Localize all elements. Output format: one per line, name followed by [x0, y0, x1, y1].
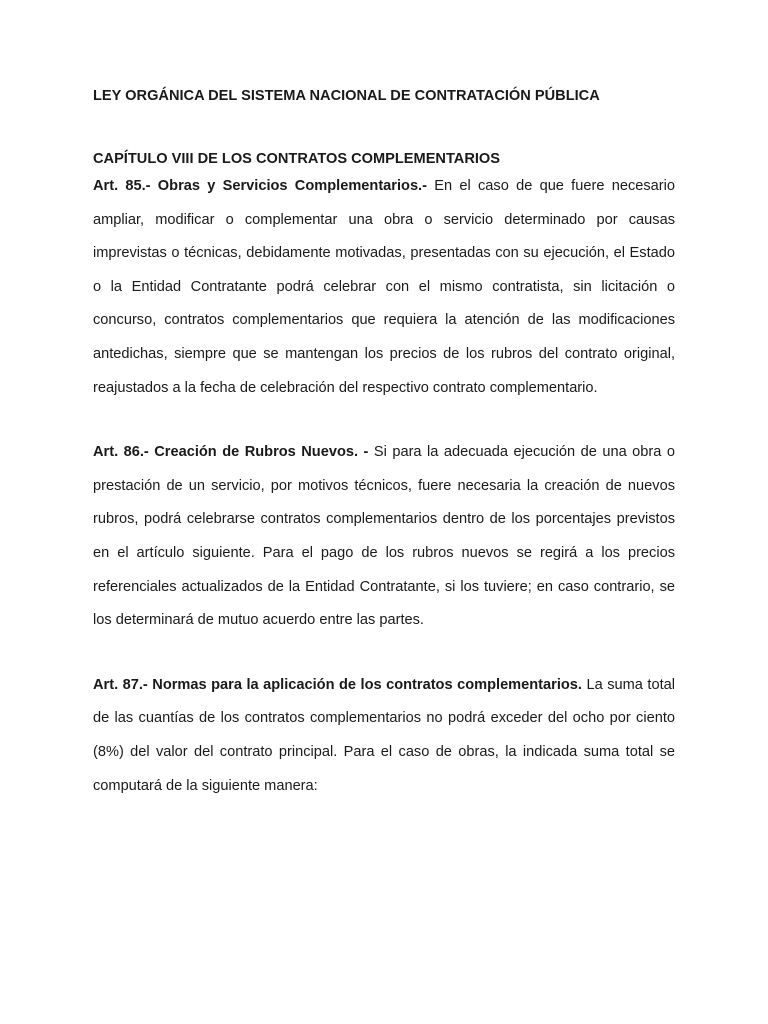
- chapter-title: CAPÍTULO VIII DE LOS CONTRATOS COMPLEMENTARIOS: [93, 151, 501, 167]
- article-86: [93, 436, 675, 638]
- article-86-body: Si para la adecuada ejecución de una obra o prestación de un servicio, por motivos técnicos, fuere necesaria la creación de nuevos rubros, podrá celebrarse contratos complementarios dentro de los porcentajes previstos en el artículo siguiente. Para el pago de los rubros nuevos se regirá a los precios referenciales actualizados de la Entidad Contratante, si los tuviere; en caso contrario, se los determinará de mutuo acuerdo entre las partes.: [93, 444, 675, 629]
- article-87-heading: Art. 87.- Normas para la aplicación de los contratos complementarios.: [93, 676, 582, 693]
- article-87: [93, 669, 675, 803]
- article-87-body: La suma total de las cuantías de los contratos complementarios no podrá exceder del ocho por ciento (8%) del valor del contrato principal. Para el caso de obras, la indicada suma total se computará de la siguiente manera:: [93, 676, 675, 794]
- article-85-heading: Art. 85.- Obras y Servicios Complementarios.-: [93, 178, 427, 194]
- article-86-heading: Art. 86.- Creación de Rubros Nuevos. -: [93, 444, 369, 461]
- document-content: [93, 86, 675, 803]
- article-85: [93, 170, 675, 405]
- article-85-body: En el caso de que fuere necesario ampliar, modificar o complementar una obra o servicio determinado por causas imprevistas o técnicas, debidamente motivadas, presentadas con su ejecución, el Estado o la Entidad Contratante podrá celebrar con el mismo contratista, sin licitación o concurso, contratos complementarios que requiera la atención de las modificaciones antedichas, siempre que se mantengan los precios de los rubros del contrato original, reajustados a la fecha de celebración del respectivo contrato complementario.: [93, 178, 675, 396]
- law-title: LEY ORGÁNICA DEL SISTEMA NACIONAL DE CONTRATACIÓN PÚBLICA: [93, 88, 600, 104]
